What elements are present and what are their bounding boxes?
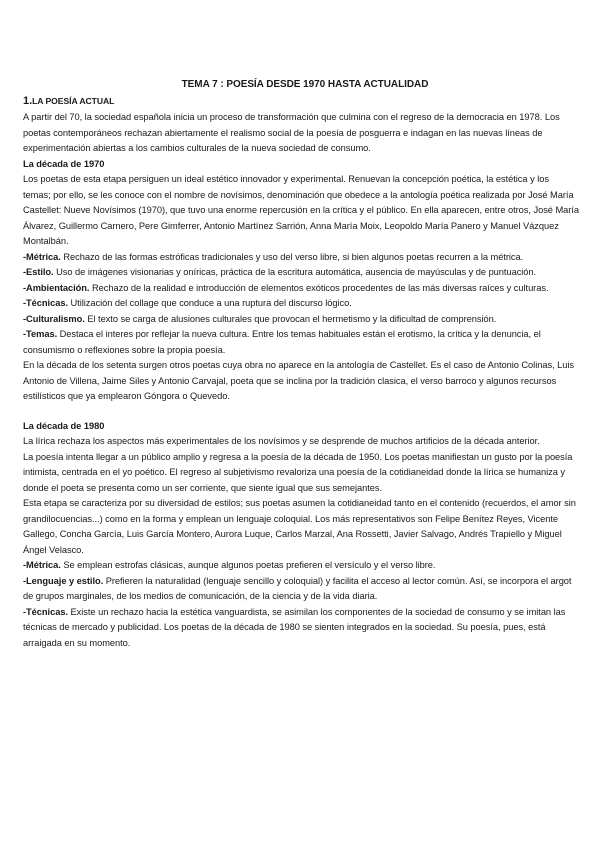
feature-lenguaje-1980 [23,574,579,605]
feature-tecnicas-1970 [23,296,579,312]
section-intro-paragraph: A partir del 70, la sociedad española inicia un proceso de transformación que culmina con el regreso de la democracia en 1978. Los poetas contemporáneos rechazan abiertamente el realismo social de la poesía de posguerra e indagan en las nuevas líneas de experimentación abiertas a los cambios culturales de la nueva sociedad de consumo. [23,112,560,153]
feature-text: Destaca el interes por reflejar la nueva cultura. Entre los temas habituales están el erotismo, la crítica y la denuncia, el consumismo o reflexiones sobre la propia poesía. [23,329,541,355]
feature-metrica-1970 [23,250,579,266]
feature-term: -Culturalismo. [23,313,85,324]
section-number: 1. [23,95,33,107]
subheading-1980: La década de 1980 [23,420,105,431]
feature-term: -Métrica. [23,560,61,570]
feature-term: -Estilo. [23,267,54,277]
feature-term: -Lenguaje y estilo. [23,575,104,586]
feature-text: Utilización del collage que conduce a una ruptura del discurso lógico. [67,298,352,308]
paragraph-1980-1: La lírica rechaza los aspectos más experimentales de los novísimos y se desprende de muchos artificios de la década anterior. [23,436,540,446]
feature-text: Se emplean estrofas clásicas, aunque algunos poetas prefieren el versículo y el verso libre. [60,560,436,570]
section-heading-label: LA POESÍA ACTUAL [32,96,115,106]
feature-text: Existe un rechazo hacia la estética vanguardista, se asimilan los componentes de la sociedad de consumo y se imitan las técnicas de mercado y publicidad. Los poetas de la década de 1980 se sienten integrados en la sociedad. Su poesía, pues, está arraigada en su momento. [23,606,566,648]
feature-temas-1970 [23,327,579,358]
feature-term: -Técnicas. [23,606,68,617]
feature-term: -Técnicas. [23,298,68,308]
feature-term: -Ambientación. [23,282,90,293]
feature-text: Rechazo de la realidad e introducción de elementos exóticos procedentes de las más diversas raíces y culturas. [89,282,549,293]
section-heading [23,93,579,110]
feature-text: Rechazo de las formas estróficas tradicionales y uso del verso libre, si bien algunos poetas recurren a la métrica. [60,251,524,262]
document-body [23,77,579,651]
feature-term: -Métrica. [23,251,61,262]
section-spacer [23,405,579,419]
feature-text: El texto se carga de alusiones culturales que provocan el hermetismo y la dificultad de comprensión. [84,313,497,324]
feature-text: Uso de imágenes visionarias y oníricas, práctica de la escritura automática, ausencia de mayúsculas y de puntuación. [53,267,537,277]
feature-term: -Temas. [23,329,58,339]
paragraph-1970-intro: Los poetas de esta etapa persiguen un ideal estético innovador y experimental. Renuevan la concepción poética, la estética y los temas; por ello, se les conoce con el nombre de novísimos, denominación que obedece a la antología poética realizada por José María Castellet: Nueve Novísimos (1970), que tuvo una enorme repercusión en la crítica y el público. En ella aparecen, entre otros, José María Álvarez, Guillermo Carnero, Pere Gimferrer, Antonio Martínez Sarrión, Anna María Moix, Leopoldo María Panero y Manuel Vázquez Montalbán. [23,174,579,246]
document-title: TEMA 7 : POESÍA DESDE 1970 HASTA ACTUALIDAD [181,79,429,90]
feature-culturalismo-1970 [23,312,579,328]
feature-metrica-1980 [23,558,579,574]
subheading-1970: La década de 1970 [23,158,105,169]
feature-ambientacion-1970 [23,281,579,297]
feature-text: Prefieren la naturalidad (lenguaje sencillo y coloquial) y facilita el acceso al lector común. Así, se incorpora el argot de grupos marginales, de los medios de comunicación, de la ciencia y de la vida diaria. [23,575,572,601]
feature-tecnicas-1980 [23,605,579,652]
feature-estilo-1970 [23,265,579,281]
paragraph-1980-3: Esta etapa se caracteriza por su diversidad de estilos; sus poetas asumen la cotidianeidad tanto en el contenido (recuerdos, el amor sin grandilocuencias...) como en la forma y emplean un lenguaje coloquial. Los más representativos son Felipe Benítez Reyes, Vicente Gallego, Concha García, Luis García Montero, Aurora Luque, Carlos Marzal, Ana Rossetti, Javier Salvago, Andrés Trapiello y Miguel Ángel Velasco. [23,498,576,555]
paragraph-1970-closing: En la década de los setenta surgen otros poetas cuya obra no aparece en la antología de Castellet. Es el caso de Antonio Colinas, Luis Antonio de Villena, Jaime Siles y Antonio Carvajal, poeta que se inclina por la tradición clasica, el verso barroco y algunos recursos estilísticos que ya emplearon Góngora o Quevedo. [23,360,574,401]
paragraph-1980-2: La poesía intenta llegar a un público amplio y regresa a la poesía de la década de 1950. Los poetas manifiestan un gusto por la poesía intimista, centrada en el yo poético. El regreso al subjetivismo revaloriza una poesía de la cotidianeidad donde la lírica se humaniza y donde el poeta se presenta como un ser corriente, que siente igual que sus semejantes. [23,451,573,493]
